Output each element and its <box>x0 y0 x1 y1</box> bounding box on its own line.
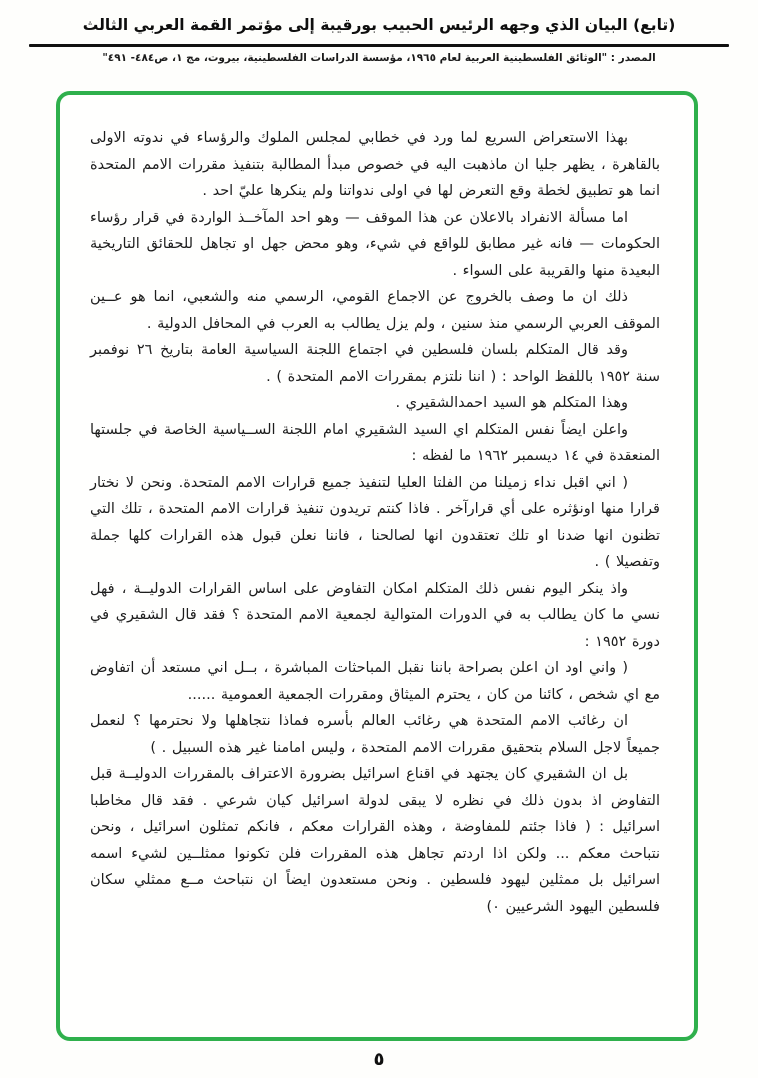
paragraph: واعلن ايضاً نفس المتكلم اي السيد الشقيري امام اللجنة الســياسية الخاصة في جلستها المنعقدة في ١٤ ديسمبر ١٩٦٢ ما لفظه : <box>90 421 660 464</box>
document-title: (تابع) البيان الذي وجهه الرئيس الحبيب بورقيبة إلى مؤتمر القمة العربي الثالث <box>82 16 676 34</box>
paragraph: وهذا المتكلم هو السيد احمدالشقيري . <box>395 395 628 411</box>
paragraph: ( اني اقبل نداء زميلنا من الفلتا العليا لتنفيذ جميع قرارات الامم المتحدة. ونحن لا نختار قرارا منها اونؤثره على أي قرارآخر . فاذا كنتم تريدون تنفيذ قرارات الامم المتحدة ، تلك التي تظنون انها ضدنا او تلك تعتقدون انها لصالحنا ، فاننا نعلن قبول هذه القرارات كلها جملة وتفصيلا ) . <box>90 474 660 570</box>
paragraph: بهذا الاستعراض السريع لما ورد في خطابي لمجلس الملوك والرؤساء في ندوته الاولى بالقاهرة ، يظهر جليا ان ماذهبت اليه في خصوص مبدأ المطالبة بتنفيذ مقررات الامم المتحدة انما هو تطبيق لخطة وقع التعرض لها في اولى ندواتنا ولم ينكرها عليّ احد . <box>90 130 660 199</box>
document-header <box>0 0 758 64</box>
page-number: ٥ <box>373 1049 385 1070</box>
paragraph: ذلك ان ما وصف بالخروج عن الاجماع القومي، الرسمي منه والشعبي، انما هو عــين الموقف العربي الرسمي منذ سنين ، ولم يزل يطالب به العرب في المحافل الدولية . <box>90 289 660 332</box>
paragraph: اما مسألة الانفراد بالاعلان عن هذا الموقف — وهو احد المآخــذ الواردة في قرار رؤساء الحكومات — فانه غير مطابق للواقع في شيء، وهو محض جهل او تجاهل للحقائق التاريخية البعيدة منها والقريبة على السواء . <box>90 209 660 279</box>
page-footer <box>0 1049 758 1070</box>
document-body-frame <box>56 91 698 1041</box>
header-divider <box>29 44 729 47</box>
paragraph: واذ ينكر اليوم نفس ذلك المتكلم امكان التفاوض على اساس القرارات الدوليــة ، فهل نسي ما كان يطالب به في الدورات المتوالية لجمعية الامم المتحدة ؟ فقد قال الشقيري في دورة ١٩٥٢ : <box>90 580 660 650</box>
paragraph: بل ان الشقيري كان يجتهد في اقناع اسرائيل بضرورة الاعتراف بالمقررات الدوليــة قبل التفاوض اذ بدون ذلك في نظره لا يبقى لدولة اسرائيل كيان شرعي . فقد قال مخاطبا اسرائيل : ( فاذا جئتم للمفاوضة ، وهذه القرارات معكم ، فانكم تمثلون اسرائيل ، ونحن نتباحث معكم ... ولكن اذا اردتم تجاهل هذه المقررات فلن تكونوا ممثلــين لشيء اسمه اسرائيل بل ممثلين ليهود فلسطين . ونحن مستعدون ايضاً ان نتباحث مــع ممثلي سكان فلسطين اليهود الشرعيين ٠) <box>90 766 660 915</box>
paragraph: ( واني اود ان اعلن بصراحة باننا نقبل المباحثات المباشرة ، بــل اني مستعد أن اتفاوض مع اي شخص ، كائنا من كان ، يحترم الميثاق ومقررات الجمعية العمومية ...... <box>90 660 660 703</box>
paragraph: وقد قال المتكلم بلسان فلسطين في اجتماع اللجنة السياسية العامة بتاريخ ٢٦ نوفمبر سنة ١٩٥٢ باللفظ الواحد : ( اننا نلتزم بمقررات الامم المتحدة ) . <box>90 342 660 385</box>
paragraph: ان رغائب الامم المتحدة هي رغائب العالم بأسره فماذا نتجاهلها ولا نحترمها ؟ لنعمل جميعاً لاجل السلام بتحقيق مقررات الامم المتحدة ، وليس امامنا غير هذه السبيل . ) <box>90 713 660 756</box>
source-line: المصدر : "الوثائق الفلسطينية العربية لعام ١٩٦٥، مؤسسة الدراسات الفلسطينية، بيروت، مج ١، ص٤٨٤- ٤٩١" <box>102 52 656 64</box>
